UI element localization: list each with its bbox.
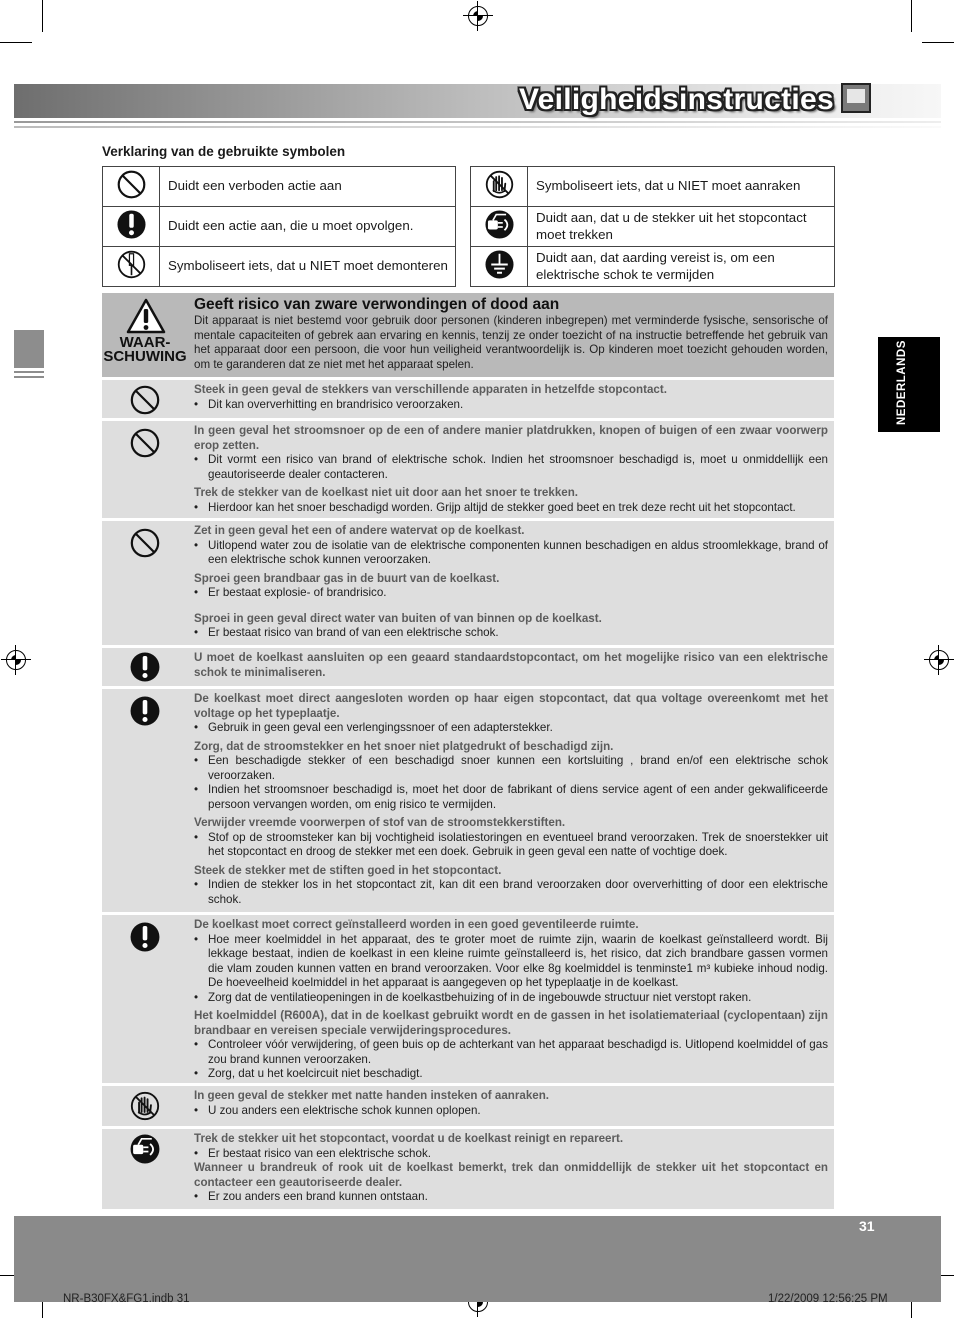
mandatory-icon	[128, 694, 162, 728]
do-not-disassemble-icon	[115, 248, 148, 281]
instruction-bullet: • Zorg dat de ventilatieopeningen in de koelkastbehuizing of in de ingebouwde structuur niet verstopt raken.	[194, 991, 828, 1006]
instruction-bullet: • U zou anders een elektrische schok kunnen oplopen.	[194, 1104, 828, 1119]
prohibited-icon	[115, 168, 148, 201]
instruction-heading: Trek de stekker uit het stopcontact, voordat u de koelkast reinigt en repareert.	[194, 1132, 624, 1145]
instruction-heading: Steek de stekker met de stiften goed in het stopcontact.	[194, 863, 502, 877]
slug-file: NR-B30FX&FG1.indb 31	[63, 1293, 190, 1305]
instruction-heading: In geen geval de stekker met natte handen insteken of aanraken.	[194, 1089, 550, 1102]
warning-section	[102, 293, 834, 377]
prohibited-icon	[128, 526, 162, 560]
legend-text: Symboliseert iets, dat u NIET moet aanraken	[528, 167, 835, 207]
prohibited-icon	[128, 383, 162, 417]
legend-icon-cell	[471, 247, 528, 287]
safety-section	[102, 648, 834, 686]
legend-icon-cell	[471, 167, 528, 207]
banner-rule	[14, 121, 941, 123]
legend-icon-cell	[103, 207, 160, 247]
instruction-bullet: • Uitlopend water zou de isolatie van de elektrische componenten kunnen beschadigen en aldus stroomlekkage, brand of een elektrische schok kunnen veroorzaken.	[194, 539, 828, 568]
page-title: Veiligheidsinstructies	[518, 83, 834, 116]
legend-table-left	[102, 166, 456, 287]
title-square-icon	[841, 83, 871, 113]
warning-label: WAAR- SCHUWING	[103, 334, 187, 365]
instruction-bullet: • Controleer vóór verwijdering, of geen buis op de achterkant van het apparaat beschadigd is. Uitlopend koelmiddel of gas zou brand kunnen veroorzaken.	[194, 1038, 828, 1067]
instruction-bullet: • Indien de stekker los in het stopcontact zit, kan dit een brand veroorzaken door oververhitting of door een elektrische schok.	[194, 878, 828, 907]
page-number: 31	[859, 1218, 875, 1234]
legend-row	[103, 247, 456, 287]
instruction-heading: Verwijder vreemde voorwerpen of stof van de stroomstekkerstiften.	[194, 816, 566, 829]
legend-text: Duidt aan, dat aarding vereist is, om een elektrische schok te vermijden	[528, 247, 835, 287]
side-marker-line	[14, 371, 44, 373]
legend-text: Duidt een verboden actie aan	[160, 167, 456, 207]
section-content	[194, 424, 828, 515]
section-content	[194, 918, 828, 1082]
legend-row	[103, 167, 456, 207]
instruction-bullet: • Er zou anders een brand kunnen ontstaan.	[194, 1190, 828, 1205]
instruction-bullet: • Er bestaat risico van een elektrische schok.	[194, 1147, 828, 1162]
instruction-heading: De koelkast moet correct geïnstalleerd worden in een goed geventileerde ruimte.	[194, 918, 639, 931]
safety-section	[102, 421, 834, 518]
safety-section	[102, 521, 834, 645]
crop-mark	[0, 42, 32, 43]
safety-section	[102, 915, 834, 1083]
mandatory-icon	[128, 920, 162, 954]
legend-icon-cell	[103, 167, 160, 207]
legend-row	[471, 247, 835, 287]
registration-mark-icon	[6, 650, 26, 670]
instruction-bullet: • Dit kan oververhitting en brandrisico veroorzaken.	[194, 398, 828, 413]
instruction-heading: U moet de koelkast aansluiten op een geaard standaardstopcontact, om het mogelijke risico van een elektrische schok te minimaliseren.	[194, 651, 828, 679]
instruction-heading: Wanneer u brandreuk of rook uit de koelkast bemerkt, trek dan onmiddellijk de stekker uit het stopcontact en contacteer een geautoriseerde dealer.	[194, 1161, 828, 1189]
instruction-bullet: • Er bestaat explosie- of brandrisico.	[194, 586, 828, 601]
prohibited-icon	[128, 426, 162, 460]
warning-text: Dit apparaat is niet bestemd voor gebruik door personen (kinderen inbegrepen) met verminderde fysische, sensorische of mentale capaciteiten of gebrek aan ervaring en kennis, tenzij ze onder toezicht of na instructie betreffende het gebruik van het apparaat door een persoon, die voor hun veiligheid verantwoordelijk is. Op kinderen moet toezicht gehouden worden, om te garanderen dat ze niet met het apparaat spelen.	[194, 314, 828, 371]
section-content	[194, 692, 828, 907]
legend-table-right	[470, 166, 835, 287]
registration-mark-icon	[468, 6, 488, 26]
crop-mark	[42, 0, 43, 32]
instruction-bullet: • Stof op de stroomsteker kan bij vochtigheid isolatiestoringen en eventueel brand veroorzaken. Trek de snoerstekker uit het stopcontact en droog de stekker met een doek. Gebruik in geen geval een natte of vochtige doek.	[194, 831, 828, 860]
side-marker	[14, 330, 44, 368]
section-content	[194, 651, 828, 680]
section-content	[194, 1089, 828, 1118]
language-tab	[878, 337, 940, 432]
ground-icon	[483, 248, 516, 281]
instruction-bullet: • Zorg, dat u het koelcircuit niet beschadigt.	[194, 1067, 828, 1082]
instruction-heading: Sproei in geen geval direct water van buiten of van binnen op de koelkast.	[194, 611, 602, 625]
legend-row	[471, 207, 835, 247]
instruction-heading: De koelkast moet direct aangesloten worden op haar eigen stopcontact, dat qua voltage overeenkomt met het voltage op het typeplaatje.	[194, 692, 828, 720]
crop-mark	[922, 42, 954, 43]
section-content	[194, 1132, 828, 1205]
legend-icon-cell	[103, 247, 160, 287]
instruction-bullet: • Indien het stroomsnoer beschadigd is, moet het door de fabrikant of diens service agent of een ander gekwalificeerde persoon vervangen worden, om enig risico te vermijden.	[194, 783, 828, 812]
safety-section	[102, 1129, 834, 1209]
unplug-icon	[483, 208, 516, 241]
instruction-bullet: • Een beschadigde stekker of een beschadigd snoer kunnen een kortsluiting , brand en/of een elektrische schok veroorzaken.	[194, 754, 828, 783]
instruction-heading: Zorg, dat de stroomstekker en het snoer niet platgedrukt of beschadigd zijn.	[194, 739, 614, 753]
instruction-heading: Steek in geen geval de stekkers van verschillende apparaten in hetzelfde stopcontact.	[194, 383, 667, 396]
legend-row	[103, 207, 456, 247]
legend-text: Duidt een actie aan, die u moet opvolgen.	[160, 207, 456, 247]
instruction-heading: Sproei geen brandbaar gas in de buurt van de koelkast.	[194, 571, 500, 585]
section-icon-wrap	[128, 1132, 162, 1166]
legend-heading: Verklaring van de gebruikte symbolen	[102, 144, 346, 159]
instruction-heading: Het koelmiddel (R600A), dat in de koelkast gebruikt wordt en de gassen in het isolatiemateriaal (cyclopentaan) zijn brandbaar en vereisen speciale verwijderingsprocedures.	[194, 1009, 828, 1037]
crop-mark	[911, 0, 912, 32]
instruction-heading: Trek de stekker van de koelkast niet uit door aan het snoer te trekken.	[194, 486, 579, 499]
instruction-bullet: • Er bestaat risico van brand of van een elektrische schok.	[194, 626, 828, 641]
safety-section	[102, 1086, 834, 1126]
mandatory-icon	[128, 650, 162, 684]
do-not-touch-icon	[483, 168, 516, 201]
instruction-heading: Zet in geen geval het een of andere watervat op de koelkast.	[194, 524, 525, 537]
legend-icon-cell	[471, 207, 528, 247]
instruction-bullet: • Hoe meer koelmiddel in het apparaat, des te groter moet de ruimte zijn, waarin de koelkast geïnstalleerd wordt. Bij lekkage bestaat, indien de koelkast in een kleine ruimte geïnstalleerd is, het risico, dat zich brandbare gassen vormen die vlam zouden kunnen vatten en brand veroorzaken. Voor elke 8g koelmiddel is tenminste1 m³ kubieke inhoud nodig. De hoeveelheid koelmiddel in het apparaat is aangegeven op het typeplaatje in de koelkast.	[194, 933, 828, 991]
banner-rule	[14, 126, 941, 128]
section-icon-wrap	[128, 383, 162, 417]
instruction-bullet: • Hierdoor kan het snoer beschadigd worden. Grijp altijd de stekker goed beet en trek deze recht uit het stopcontact.	[194, 501, 828, 516]
section-icon-wrap	[128, 1089, 162, 1123]
instruction-bullet: • Gebruik in geen geval een verlengingssnoer of een adapterstekker.	[194, 721, 828, 736]
safety-section	[102, 380, 834, 418]
unplug-icon	[128, 1132, 162, 1166]
instruction-bullet: • Dit vormt een risico van brand of elektrische schok. Indien het stroomsnoer beschadigd is, moet u onmiddellijk een geautoriseerde dealer contacteren.	[194, 453, 828, 482]
slug-datetime: 1/22/2009 12:56:25 PM	[768, 1293, 888, 1305]
mandatory-icon	[115, 208, 148, 241]
section-content	[194, 383, 828, 412]
section-content	[194, 524, 828, 641]
section-icon-wrap	[128, 526, 162, 560]
section-icon-wrap	[128, 694, 162, 728]
registration-mark-icon	[929, 650, 949, 670]
warning-heading: Geeft risico van zware verwondingen of dood aan	[194, 296, 560, 313]
do-not-touch-icon	[128, 1089, 162, 1123]
section-icon-wrap	[128, 920, 162, 954]
footer-bar	[14, 1216, 941, 1302]
warning-triangle-icon	[126, 298, 166, 334]
legend-row	[471, 167, 835, 207]
safety-section	[102, 689, 834, 912]
section-icon-wrap	[128, 650, 162, 684]
legend-text: Duidt aan, dat u de stekker uit het stopcontact moet trekken	[528, 207, 835, 247]
legend-text: Symboliseert iets, dat u NIET moet demonteren	[160, 247, 456, 287]
instruction-heading: In geen geval het stroomsnoer op de een of andere manier platdrukken, knopen of buigen of een zwaar voorwerp erop zetten.	[194, 424, 828, 452]
language-tab-label: NEDERLANDS	[896, 340, 908, 425]
section-icon-wrap	[128, 426, 162, 460]
side-marker-line	[14, 376, 44, 378]
